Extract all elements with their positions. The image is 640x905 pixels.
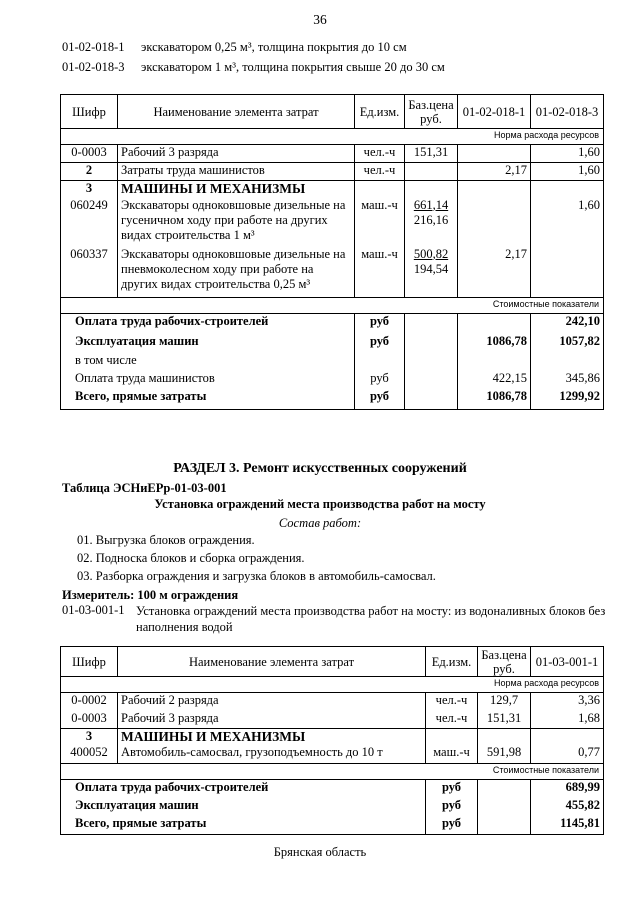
footer-region: Брянская область — [273, 845, 367, 859]
cell-group-name: МАШИНЫ И МЕХАНИЗМЫ — [118, 729, 426, 746]
cell-unit: маш.-ч — [355, 198, 405, 247]
cost-name: Всего, прямые затраты — [61, 816, 426, 834]
works-title: Состав работ: — [278, 516, 362, 530]
cost-value-1: 1086,78 — [458, 334, 531, 353]
table-row — [61, 163, 604, 181]
cell-name: Затраты труда машинистов — [118, 163, 355, 181]
cell-name: Экскаваторы одноковшовые дизельные на пневмоколесном ходу при работе на других видах строительства 0,25 м³ — [118, 247, 355, 298]
cell-price: 591,98 — [478, 745, 531, 763]
cell-code: 3 — [61, 729, 118, 746]
cell-price — [405, 163, 458, 181]
band-cost: Стоимостные показатели — [61, 763, 604, 779]
resource-table-2 — [60, 646, 604, 835]
cell-price: 129,7 — [478, 693, 531, 711]
cost-row — [61, 816, 604, 834]
cost-value-1: 1145,81 — [531, 816, 604, 834]
band-cost: Стоимостные показатели — [61, 298, 604, 314]
table-row — [61, 745, 604, 763]
cell-value-1 — [458, 198, 531, 247]
table-row — [61, 711, 604, 729]
cell-unit: чел.-ч — [355, 145, 405, 163]
header-price: Баз.цена руб. — [478, 647, 531, 677]
cell-unit: маш.-ч — [426, 745, 478, 763]
rate-code: 01-02-018-3 — [62, 60, 125, 74]
cost-value-1: 689,99 — [531, 779, 604, 798]
cost-unit: руб — [426, 798, 478, 816]
table-row — [61, 729, 604, 746]
cost-name: Всего, прямые затраты — [61, 389, 355, 410]
header-unit: Ед.изм. — [355, 95, 405, 129]
cell-price: 500,82 — [413, 246, 449, 261]
rate-description: экскаватором 0,25 м³, толщина покрытия до 10 см — [141, 40, 407, 54]
cell-code: 0-0003 — [61, 711, 118, 729]
cost-name: Оплата труда рабочих-строителей — [61, 779, 426, 798]
cost-name: Эксплуатация машин — [61, 798, 426, 816]
cost-row — [61, 389, 604, 410]
operation-item: 01. Выгрузка блоков ограждения. — [77, 533, 255, 547]
rate-code: 01-03-001-1 — [62, 603, 125, 617]
cell-price: 151,31 — [478, 711, 531, 729]
cell-value-2: 1,60 — [531, 163, 604, 181]
cost-value-1: 455,82 — [531, 798, 604, 816]
table-name: Таблица ЭСНиЕРр-01-03-001 — [62, 481, 227, 495]
header-rate-2: 01-02-018-3 — [531, 95, 604, 129]
header-name: Наименование элемента затрат — [118, 95, 355, 129]
cell-price: 661,14 — [413, 197, 449, 212]
cost-name: Оплата труда рабочих-строителей — [61, 314, 355, 334]
cost-unit: руб — [426, 779, 478, 798]
header-code: Шифр — [61, 647, 118, 677]
resource-table-1 — [60, 94, 604, 410]
page-number: 36 — [313, 12, 327, 27]
cell-code: 0-0002 — [61, 693, 118, 711]
cell-value-2: 1,60 — [531, 145, 604, 163]
cell-name: Рабочий 2 разряда — [118, 693, 426, 711]
cell-value-1: 2,17 — [458, 247, 531, 298]
cell-unit: чел.-ч — [426, 693, 478, 711]
band-norm: Норма расхода ресурсов — [61, 677, 604, 693]
cell-value-1: 2,17 — [458, 163, 531, 181]
cell-value-2: 1,60 — [531, 198, 604, 247]
cost-unit: руб — [355, 334, 405, 353]
cell-unit: чел.-ч — [426, 711, 478, 729]
cell-value-1 — [458, 145, 531, 163]
table-row — [61, 181, 604, 198]
cost-name: в том числе — [61, 353, 355, 371]
operation-item: 02. Подноска блоков и сборка ограждения. — [77, 551, 305, 565]
table-row — [61, 693, 604, 711]
cost-unit: руб — [426, 816, 478, 834]
cost-row — [61, 353, 604, 371]
cell-value-1: 0,77 — [531, 745, 604, 763]
cell-name: Экскаваторы одноковшовые дизельные на гусеничном ходу при работе на других видах строительства 1 м³ — [118, 198, 355, 247]
cost-row — [61, 798, 604, 816]
table-row — [61, 145, 604, 163]
meter: Измеритель: 100 м ограждения — [62, 588, 239, 602]
cost-unit: руб — [355, 314, 405, 334]
header-rate-1: 01-02-018-1 — [458, 95, 531, 129]
cell-name: Рабочий 3 разряда — [118, 711, 426, 729]
header-code: Шифр — [61, 95, 118, 129]
table-title: Установка ограждений места производства работ на мосту — [154, 497, 486, 511]
cost-name: Эксплуатация машин — [61, 334, 355, 353]
cell-value-1: 3,36 — [531, 693, 604, 711]
header-price: Баз.цена руб. — [405, 95, 458, 129]
cell-price: 151,31 — [405, 145, 458, 163]
cost-value-2: 345,86 — [531, 371, 604, 389]
cell-code: 0-0003 — [61, 145, 118, 163]
cell-code: 060337 — [61, 247, 118, 298]
rate-code: 01-02-018-1 — [62, 40, 125, 54]
intro-line — [62, 40, 407, 55]
cost-value-1: 1086,78 — [458, 389, 531, 410]
cell-price-secondary: 216,16 — [413, 212, 449, 227]
header-rate-1: 01-03-001-1 — [531, 647, 604, 677]
operation-item: 03. Разборка ограждения и загрузка блоков в автомобиль-самосвал. — [77, 569, 436, 583]
cell-unit: чел.-ч — [355, 163, 405, 181]
header-unit: Ед.изм. — [426, 647, 478, 677]
rate-description: Установка ограждений места производства работ на мосту: из водоналивных блоков без наполнения водой — [136, 604, 606, 634]
cell-name: Рабочий 3 разряда — [118, 145, 355, 163]
cost-value-2: 1057,82 — [531, 334, 604, 353]
cost-name: Оплата труда машинистов — [61, 371, 355, 389]
cost-unit: руб — [355, 389, 405, 410]
cost-row — [61, 314, 604, 334]
cell-value-1: 1,68 — [531, 711, 604, 729]
cost-value-2: 242,10 — [531, 314, 604, 334]
cost-row — [61, 371, 604, 389]
section-title: РАЗДЕЛ 3. Ремонт искусственных сооружений — [173, 461, 467, 476]
rate-description: экскаватором 1 м³, толщина покрытия свыше 20 до 30 см — [141, 60, 445, 74]
cell-unit: маш.-ч — [355, 247, 405, 298]
cost-value-1 — [458, 314, 531, 334]
cost-row — [61, 779, 604, 798]
header-name: Наименование элемента затрат — [118, 647, 426, 677]
table-row — [61, 247, 604, 298]
cost-value-2: 1299,92 — [531, 389, 604, 410]
intro-line — [62, 60, 445, 75]
band-norm: Норма расхода ресурсов — [61, 129, 604, 145]
cost-row — [61, 334, 604, 353]
cell-value-2 — [531, 247, 604, 298]
cell-price-secondary: 194,54 — [413, 261, 449, 276]
cell-name: Автомобиль-самосвал, грузоподъемность до 10 т — [118, 745, 426, 763]
table-row — [61, 198, 604, 247]
cell-code: 400052 — [61, 745, 118, 763]
cost-unit: руб — [355, 371, 405, 389]
cell-group-name: МАШИНЫ И МЕХАНИЗМЫ — [118, 181, 355, 198]
cell-code: 2 — [61, 163, 118, 181]
cell-code: 3 — [61, 181, 118, 198]
cell-code: 060249 — [61, 198, 118, 247]
cost-value-1: 422,15 — [458, 371, 531, 389]
